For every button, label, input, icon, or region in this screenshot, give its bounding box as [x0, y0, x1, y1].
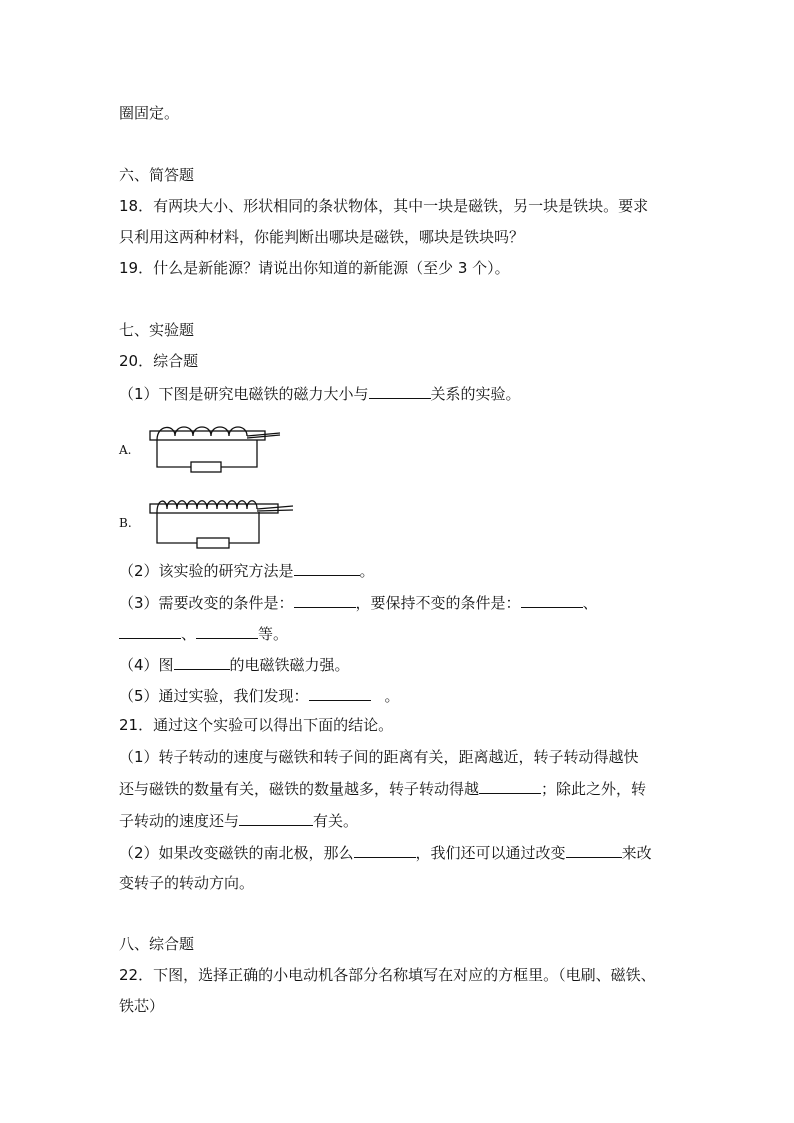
- question-21-part1-line2: [119, 778, 646, 799]
- q21p1c-text-end: 有关。: [313, 812, 359, 830]
- question-21-part1-line3: [119, 810, 358, 831]
- electromagnet-diagram-a: [145, 420, 285, 475]
- question-20-part3: [119, 592, 598, 613]
- answer-blank[interactable]: [566, 842, 622, 858]
- answer-blank[interactable]: [119, 623, 181, 639]
- question-21: 21．通过这个实验可以得出下面的结论。: [119, 716, 394, 734]
- question-20-part2: [119, 560, 375, 581]
- question-21-part1-line1: （1）转子转动的速度与磁铁和转子间的距离有关，距离越近，转子转动得越快: [119, 748, 639, 766]
- answer-blank[interactable]: [196, 623, 258, 639]
- question-20-part5: [119, 685, 400, 706]
- question-21-part2-line1: [119, 842, 652, 863]
- section-eight-heading: 八、综合题: [119, 935, 195, 953]
- q20p1-text: （1）下图是研究电磁铁的磁力大小与: [119, 385, 369, 403]
- question-18-line2: 只利用这两种材料，你能判断出哪块是磁铁，哪块是铁块吗？: [119, 228, 525, 246]
- electromagnet-diagram-b: [145, 494, 300, 552]
- question-21-part2-line2: 变转子的转动方向。: [119, 874, 255, 892]
- q21p2-text-end: 来改: [621, 844, 652, 862]
- q20p4-text-end: 的电磁铁磁力强。: [229, 656, 350, 674]
- answer-blank[interactable]: [294, 592, 356, 608]
- question-20-part3-cont: [119, 623, 288, 644]
- q20p3-text-end: 、: [582, 594, 598, 612]
- q20p1-text-end: 关系的实验。: [430, 385, 521, 403]
- question-22-line1: 22．下图，选择正确的小电动机各部分名称填写在对应的方框里。（电刷、磁铁、: [119, 966, 656, 984]
- answer-blank[interactable]: [354, 842, 416, 858]
- q20p2-text: （2）该实验的研究方法是: [119, 562, 294, 580]
- q20p2-text-end: 。: [359, 562, 375, 580]
- q20p5-text-end: 。: [384, 687, 400, 705]
- figure-b-label: B.: [119, 516, 132, 530]
- answer-blank[interactable]: [479, 778, 541, 794]
- figure-a-label: A.: [119, 443, 132, 457]
- q20p3b-separator: 、: [181, 625, 197, 643]
- q21p2-text-mid: ，我们还可以通过改变: [415, 844, 566, 862]
- answer-blank[interactable]: [239, 810, 313, 826]
- answer-blank[interactable]: [309, 685, 371, 701]
- q20p3-text-mid: ，要保持不变的条件是：: [355, 594, 521, 612]
- section-six-heading: 六、简答题: [119, 166, 195, 184]
- q20p5-text: （5）通过实验，我们发现：: [119, 687, 309, 705]
- answer-blank[interactable]: [521, 592, 583, 608]
- continuation-text: 圈固定。: [119, 104, 180, 122]
- question-18-line1: 18．有两块大小、形状相同的条状物体，其中一块是磁铁，另一块是铁块。要求: [119, 197, 649, 215]
- q21p1b-text: 还与磁铁的数量有关，磁铁的数量越多，转子转动得越: [119, 780, 480, 798]
- q20p3-text: （3）需要改变的条件是：: [119, 594, 294, 612]
- question-20-part4: [119, 654, 350, 675]
- q20p4-text: （4）图: [119, 656, 174, 674]
- answer-blank[interactable]: [369, 383, 431, 399]
- q21p2-text: （2）如果改变磁铁的南北极，那么: [119, 844, 354, 862]
- answer-blank[interactable]: [174, 654, 230, 670]
- answer-blank[interactable]: [294, 560, 360, 576]
- q20p3b-text-end: 等。: [258, 625, 289, 643]
- question-22-line2: 铁芯）: [119, 997, 165, 1015]
- q21p1b-text-end: ；除此之外，转: [541, 780, 647, 798]
- q21p1c-text: 子转动的速度还与: [119, 812, 240, 830]
- section-seven-heading: 七、实验题: [119, 321, 195, 339]
- question-20-part1: [119, 383, 521, 404]
- question-20: 20．综合题: [119, 352, 199, 370]
- question-19: 19．什么是新能源？请说出你知道的新能源（至少 3 个）。: [119, 259, 510, 277]
